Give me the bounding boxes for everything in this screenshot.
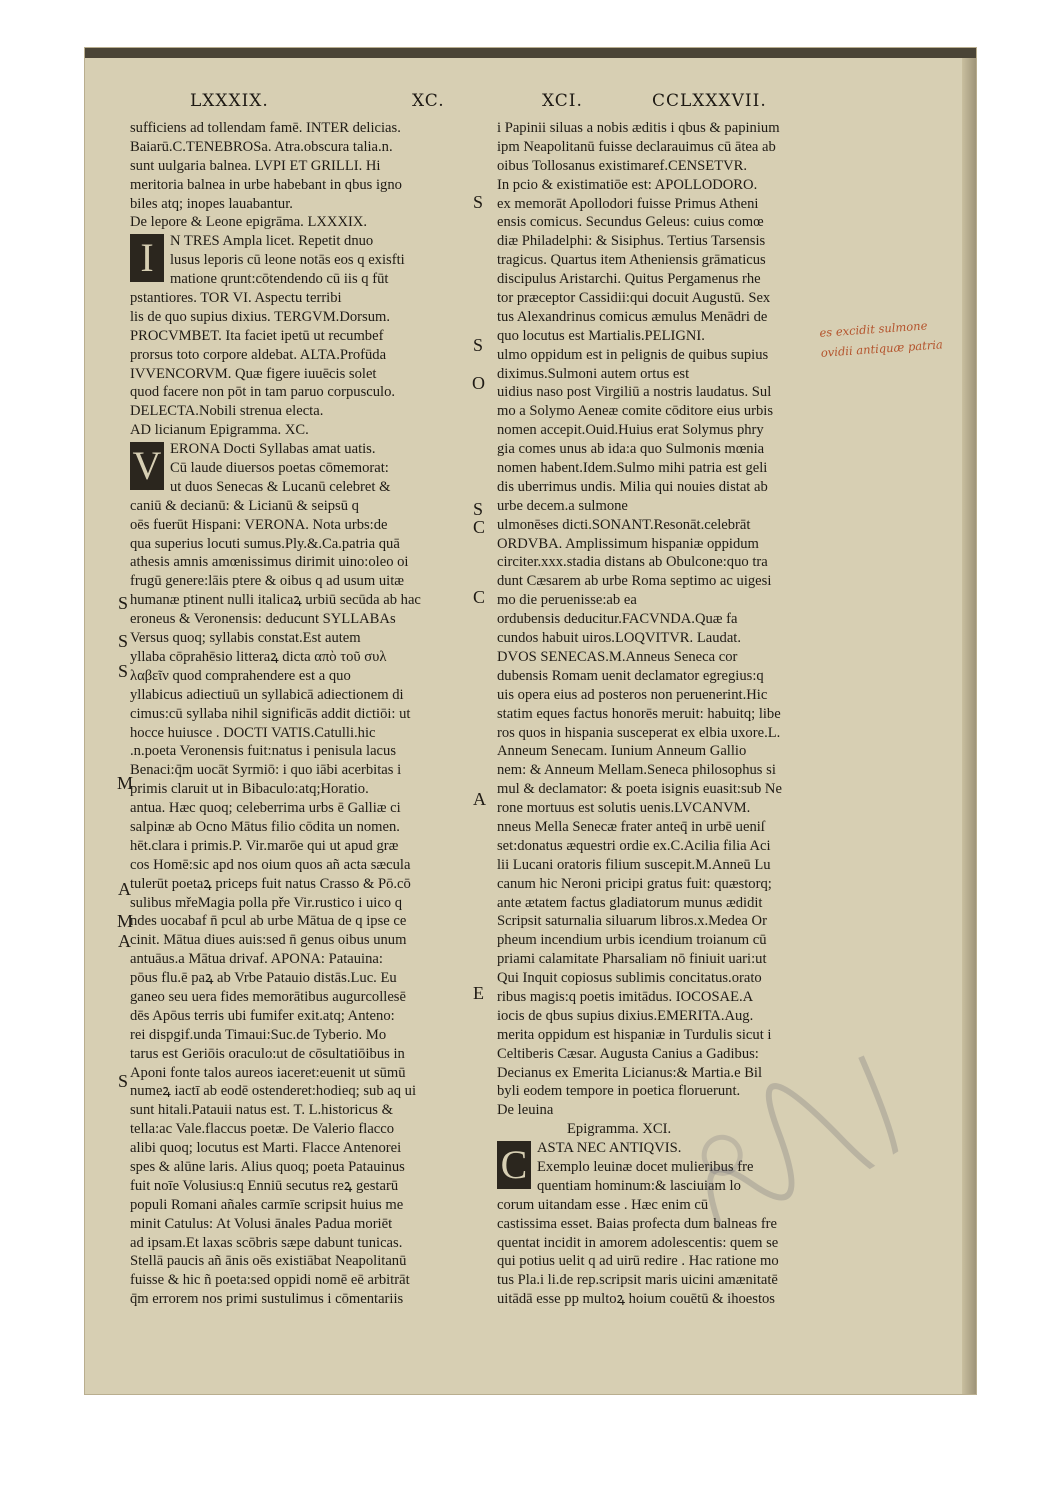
text-line: pstantiores. TOR VI. Aspectu terribi xyxy=(130,290,342,307)
text-line: prorsus toto corpore aldebat. ALTA.Profūda xyxy=(130,346,387,363)
margin-letter: A xyxy=(118,931,131,951)
text-line: tor præceptor Cassidii:qui docuit Augustū. Sex xyxy=(497,290,771,307)
margin-letter: M xyxy=(117,911,134,931)
text-line: nneus Mella Senecæ frater anteq̄ in urbē ueniſ xyxy=(497,818,765,835)
right-block-1 xyxy=(497,119,815,1139)
text-line: sunt uulgaria balnea. LVPI ET GRILLI. Hi xyxy=(130,157,381,174)
text-line: uidius naso post Virgiliū a nostris laudatus. Sul xyxy=(497,384,772,401)
text-line: pōus flu.ē paꝝ ab Vrbe Patauio distās.Luc. Eu xyxy=(130,970,397,987)
text-line: dēs Apōus terris ubi fumifer exit.atq; Anteno: xyxy=(130,1007,395,1024)
text-line: castissima esset. Baias profecta dum balneas fre xyxy=(497,1215,778,1232)
text-line: fuisse & hic ñ poeta:sed oppidi nomē eē arbitrāt xyxy=(130,1272,410,1289)
text-line: q̄m errorem nos primi sustulimus i cōmentariis xyxy=(130,1291,404,1308)
text-line: numeꝝ iactī ab eodē ostenderet:hodieq; sub aq ui xyxy=(130,1083,417,1100)
text-line: sulibus mřeMagia polla pře Vir.rustico i uico q xyxy=(130,894,403,911)
text-line: yllaba cōprahēsio litteraꝝ dicta απὸ τοῦ συλ xyxy=(130,648,387,665)
text-line: Exemplo leuinæ docet mulieribus fre xyxy=(537,1158,754,1175)
text-line: ensis comicus. Secundus Geleus: cuius comœ xyxy=(497,214,764,231)
text-line: Decianus ex Emerita Licianus:& Martia.e Bil xyxy=(497,1064,763,1081)
text-line: minit Catulus: At Volusi ānales Padua moriēt xyxy=(130,1215,393,1232)
text-line: lis de quo supius dixius. TERGVM.Dorsum. xyxy=(130,308,391,325)
text-line: DELECTA.Nobili strenua electa. xyxy=(130,403,324,420)
text-line: oibus Tollosanus existimaref.CENSETVR. xyxy=(497,157,748,174)
text-line: ganeo seu uera fides memorātibus augurcollesē xyxy=(130,988,406,1005)
text-line: alibi quoq; locutus est Marti. Flacce Antenorei xyxy=(130,1140,402,1157)
epigram-subject: De leuina xyxy=(497,1102,554,1119)
text-line: meritoria balnea in urbe habebant in qbus igno xyxy=(130,176,402,193)
text-line: nomen accepit.Ouid.Huius erat Solymus phry xyxy=(497,422,764,439)
text-line: uis opera eius ad posteros non peruenerint.Hic xyxy=(497,686,768,703)
text-line: quentat incidit in amorem adolescentis: quem se xyxy=(497,1234,779,1251)
margin-letter: S xyxy=(473,335,484,355)
text-line: iocis de qbus supius dixius.EMERITA.Aug. xyxy=(497,1007,754,1024)
text-line: eroneus & Veronensis: deducunt SYLLABAs xyxy=(130,611,396,628)
text-line: priami calamitate Pharsaliam nō finiuit uari:ut xyxy=(497,951,767,968)
text-line: mo a Solymo Aeneæ comite cōditore eius urbis xyxy=(497,403,774,420)
text-line: yllabicus adiectiuū un syllabicā adiectionem di xyxy=(130,686,404,703)
left-block-2 xyxy=(130,232,468,440)
margin-letter: O xyxy=(472,373,485,393)
text-line: tus Pla.i li.de rep.scripsit maris uicini amænitatē xyxy=(497,1272,778,1289)
annotation-line: ovidii antiquæ patria xyxy=(820,337,944,360)
text-line: corum uitandam esse . Hæc enim cū xyxy=(497,1196,709,1213)
margin-letter: S xyxy=(473,192,484,212)
text-line: ribus magis:q poetis imitādus. IOCOSAE.A xyxy=(497,988,754,1005)
text-line: quentiam hominum:& lasciuiam lo xyxy=(537,1177,741,1194)
text-line: Qui Inquit copiosus sublimis concitatus.orato xyxy=(497,970,762,987)
margin-letter: A xyxy=(118,879,131,899)
margin-letter: M xyxy=(117,773,134,793)
text-line: matione qrunt:cōtendendo cū iis q fūt xyxy=(170,271,389,288)
text-line: sufficiens ad tollendam famē. INTER delicias. xyxy=(130,120,401,136)
text-line: ndes uocabaf n̄ pcul ab urbe Mātua de q ipse ce xyxy=(130,913,407,930)
text-line: athesis amnis amœnissimus dirimit uino:oleo oi xyxy=(130,554,409,571)
text-line: lusus leporis cū leone notās eos q exisfti xyxy=(170,252,405,269)
text-line: Aponi fonte talos aureos iaceret:euenit ut sūmū xyxy=(130,1064,406,1081)
text-line: diæ Philadelphi: & Sisiphus. Tertius Tarsensis xyxy=(497,233,766,250)
text-line: ulmo oppidum est in pelignis de quibus supius xyxy=(497,346,769,363)
text-line: cimus:cū syllaba nihil significās addit dictiōi: ut xyxy=(130,705,411,722)
text-line: Cū laude diuersos poetas cōmemorat: xyxy=(170,460,389,477)
running-heads xyxy=(0,91,1060,115)
running-head-2: XC. xyxy=(412,91,445,111)
text-line: ipm Neapolitanū fuisse declarauimus cū ātea ab xyxy=(497,138,776,155)
running-head-1: LXXXIX. xyxy=(190,91,269,111)
text-line: .n.poeta Veronensis fuit:natus i penisula lacus xyxy=(130,743,397,760)
text-line: tarus est Geriōis oraculo:ut de cōsultatiōibus in xyxy=(130,1045,405,1062)
text-line: Celtiberis Cæsar. Augusta Canius a Gadibus: xyxy=(497,1045,759,1062)
annotation-line: es excidit sulmone xyxy=(818,318,928,340)
text-line: ad ipsam.Et laxas scōbris sæpe dabunt tunicas. xyxy=(130,1234,403,1251)
text-line: ulmonēses dicti.SONANT.Resonāt.celebrāt xyxy=(497,516,751,533)
text-line: qui potius uelit q ad uirū redire . Hac ratione mo xyxy=(497,1253,779,1270)
text-line: ut duos Senecas & Lucanū celebret & xyxy=(170,478,391,495)
text-line: tella:ac Vale.flaccus poetæ. De Valerio flacco xyxy=(130,1121,395,1138)
text-line: PROCVMBET. Ita faciet ipetū ut recumbef xyxy=(130,327,384,344)
text-line: tulerūt poetaꝝ priceps fuit natus Crasso & Pō.cō xyxy=(130,875,411,892)
text-line: populi Romani añales carmīe scripsit huius me xyxy=(130,1196,404,1213)
text-line: uitādā esse pp multoꝝ hoium couētū & ihoestos xyxy=(497,1291,775,1308)
text-line: mo die peruenisse:ab ea xyxy=(497,592,637,609)
text-line: diximus.Sulmoni autem ortus est xyxy=(497,365,690,382)
text-line: antua. Hæc quoq; celeberrima urbs ē Galliæ ci xyxy=(130,800,401,817)
text-line: cos Homē:sic apd nos oium quos añ acta sæcula xyxy=(130,856,411,873)
margin-letter: S xyxy=(118,593,129,613)
decorated-initial: C xyxy=(497,1141,531,1189)
text-line: qua superius locuti sumus.Ply.&.Ca.patria quā xyxy=(130,535,400,552)
text-line: λαβεῖν quod comprahendere est a quo xyxy=(130,667,351,684)
text-line: tragicus. Quartus item Atheniensis grāmaticus xyxy=(497,252,766,269)
text-line: sunt hitali.Patauii natus est. T. L.historicus & xyxy=(130,1102,393,1119)
text-line: Versus quoq; syllabis constat.Est autem xyxy=(130,630,361,647)
text-line: DVOS SENECAS.M.Anneus Seneca cor xyxy=(497,648,738,665)
text-line: Stellā paucis añ ānis oēs existiābat Neapolitanū xyxy=(130,1253,407,1270)
text-line: statim eques factus honorēs meruit: habuitq; libe xyxy=(497,705,781,722)
text-line: dubensis Romam uenit declamator egregius:q xyxy=(497,667,764,684)
text-line: antuāus.a Mātua drivaf. APONA: Patauina: xyxy=(130,951,383,968)
text-line: dis uberrimus undis. Milia qui nouies distat ab xyxy=(497,478,768,495)
text-line: biles atq; inopes lauabantur. xyxy=(130,195,293,212)
text-line: quo locutus est Martialis.PELIGNI. xyxy=(497,327,705,344)
text-line: ordubensis deducitur.FACVNDA.Quæ fa xyxy=(497,611,738,628)
text-line: IVVENCORVM. Quæ figere iuuēcis solet xyxy=(130,365,377,382)
text-line: humanæ ptinent nulli italicaꝝ urbiū secūda ab hac xyxy=(130,592,421,609)
text-line: circiter.xxx.stadia distans ab Obulcone:quo tra xyxy=(497,554,768,571)
running-head-3: XCI. xyxy=(542,91,583,111)
text-line: quod facere non pōt in tam paruo corpusculo. xyxy=(130,384,396,401)
text-line: cinit. Mātua diues auis:sed n̄ genus oibus unum xyxy=(130,932,407,949)
text-line: caniū & decianū: & Licianū & seipsū q xyxy=(130,497,359,514)
left-block-3 xyxy=(130,440,468,1309)
text-line: lii Lucani oratoris filium suscepit.M.Anneū Lu xyxy=(497,856,771,873)
text-line: ASTA NEC ANTIQVIS. xyxy=(537,1140,682,1157)
text-line: frugū genere:lāis ptere & oibus q ad usum uitæ xyxy=(130,573,404,590)
left-block-1 xyxy=(130,119,468,232)
margin-letter: S xyxy=(118,631,129,651)
text-line: fuit noīe Volusius:q Enniū secutus reꝝ gestarū xyxy=(130,1177,399,1194)
decorated-initial: V xyxy=(130,442,164,490)
text-line: Baiarū.C.TENEBROSa. Atra.obscura talia.n. xyxy=(130,138,393,155)
text-line: mul & declamator: & poeta isignis euasit:sub Ne xyxy=(497,781,782,798)
text-line: ORDVBA. Amplissimum hispaniæ oppidum xyxy=(497,535,759,552)
text-line: pheum incendium urbis icendium troianum cū xyxy=(497,932,767,949)
left-column xyxy=(130,119,468,1309)
epigram-heading: De lepore & Leone epigrāma. LXXXIX. xyxy=(130,214,368,231)
margin-letter: C xyxy=(473,517,486,537)
epigram-heading: AD licianum Epigramma. XC. xyxy=(130,422,309,439)
text-line: nomen habent.Idem.Sulmo mihi patria est geli xyxy=(497,460,768,477)
text-line: oēs fuerūt Hispani: VERONA. Nota urbs:de xyxy=(130,516,388,533)
epigram-heading: Epigramma. XCI. xyxy=(567,1121,672,1138)
text-line: hocce huiusce . DOCTI VATIS.Catulli.hic xyxy=(130,724,376,741)
text-line: nem: & Anneum Mellam.Seneca philosophus si xyxy=(497,762,776,779)
text-line: dunt Cæsarem ab urbe Roma septimo ac uigesi xyxy=(497,573,772,590)
margin-letter: C xyxy=(473,587,486,607)
text-line: i Papinii siluas a nobis æditis i qbus & papinium xyxy=(497,120,780,136)
text-line: rei dispgif.unda Timaui:Suc.de Tyberio. Mo xyxy=(130,1026,387,1043)
text-line: spes & alūne laris. Alius quoq; poeta Patauinus xyxy=(130,1158,405,1175)
margin-letter: S xyxy=(118,1071,129,1091)
text-line: Anneum Senecam. Iunium Anneum Gallio xyxy=(497,743,747,760)
margin-letter: S xyxy=(118,661,129,681)
text-line: gia comes unus ab ida:a quo Sulmonis mœnia xyxy=(497,441,765,458)
text-line: primis claruit ut in Bibaculo:atq;Horatio. xyxy=(130,781,369,798)
text-line: tus Alexandrinus comicus æmulus Menādri de xyxy=(497,308,768,325)
text-line: merita oppidum est hispaniæ in Turdulis sicut i xyxy=(497,1026,772,1043)
text-line: canum hic Neroni pricipi gratus fuit: quæstorq; xyxy=(497,875,772,892)
text-line: cundos habuit uiros.LOQVITVR. Laudat. xyxy=(497,630,741,647)
decorated-initial: I xyxy=(130,234,164,282)
text-line: ros quos in hispania susceperat ex elbia uxore.L. xyxy=(497,724,781,741)
text-line: urbe decem.a sulmone xyxy=(497,497,628,514)
text-line: Scripsit saturnalia siluarum libros.x.Medea Or xyxy=(497,913,767,930)
text-line: discipulus Aristarchi. Quitus Pergamenus rhe xyxy=(497,271,761,288)
text-line: ante ætatem factus gladiatorum munus ædidit xyxy=(497,894,763,911)
text-line: In pcio & existimatiōe est: APOLLODORO. xyxy=(497,176,758,193)
text-line: byli eodem tempore in poetica floruerunt. xyxy=(497,1083,741,1100)
text-line: rone mortuus est solutis uenis.LVCANVM. xyxy=(497,800,751,817)
margin-letter: A xyxy=(473,789,486,809)
text-line: N TRES Ampla licet. Repetit dnuo xyxy=(170,233,374,250)
margin-letter: S xyxy=(473,499,484,519)
text-line: hēt.clara i primis.P. Vir.marōe qui ut apud græ xyxy=(130,837,399,854)
text-line: Benaci:q̄m uocāt Syrmiō: i quo iābi acerbitas i xyxy=(130,762,402,779)
running-head-4: CCLXXXVII. xyxy=(652,91,767,111)
margin-letter: E xyxy=(473,983,484,1003)
text-line: salpinæ ab Ocno Mātus filio cōdita un nomen. xyxy=(130,818,400,835)
text-line: ERONA Docti Syllabas amat uatis. xyxy=(170,441,376,458)
text-line: ex memorāt Apollodori fuisse Primus Atheni xyxy=(497,195,759,212)
text-line: set:donatus æquestri ordie ex.C.Acilia filia Aci xyxy=(497,837,771,854)
